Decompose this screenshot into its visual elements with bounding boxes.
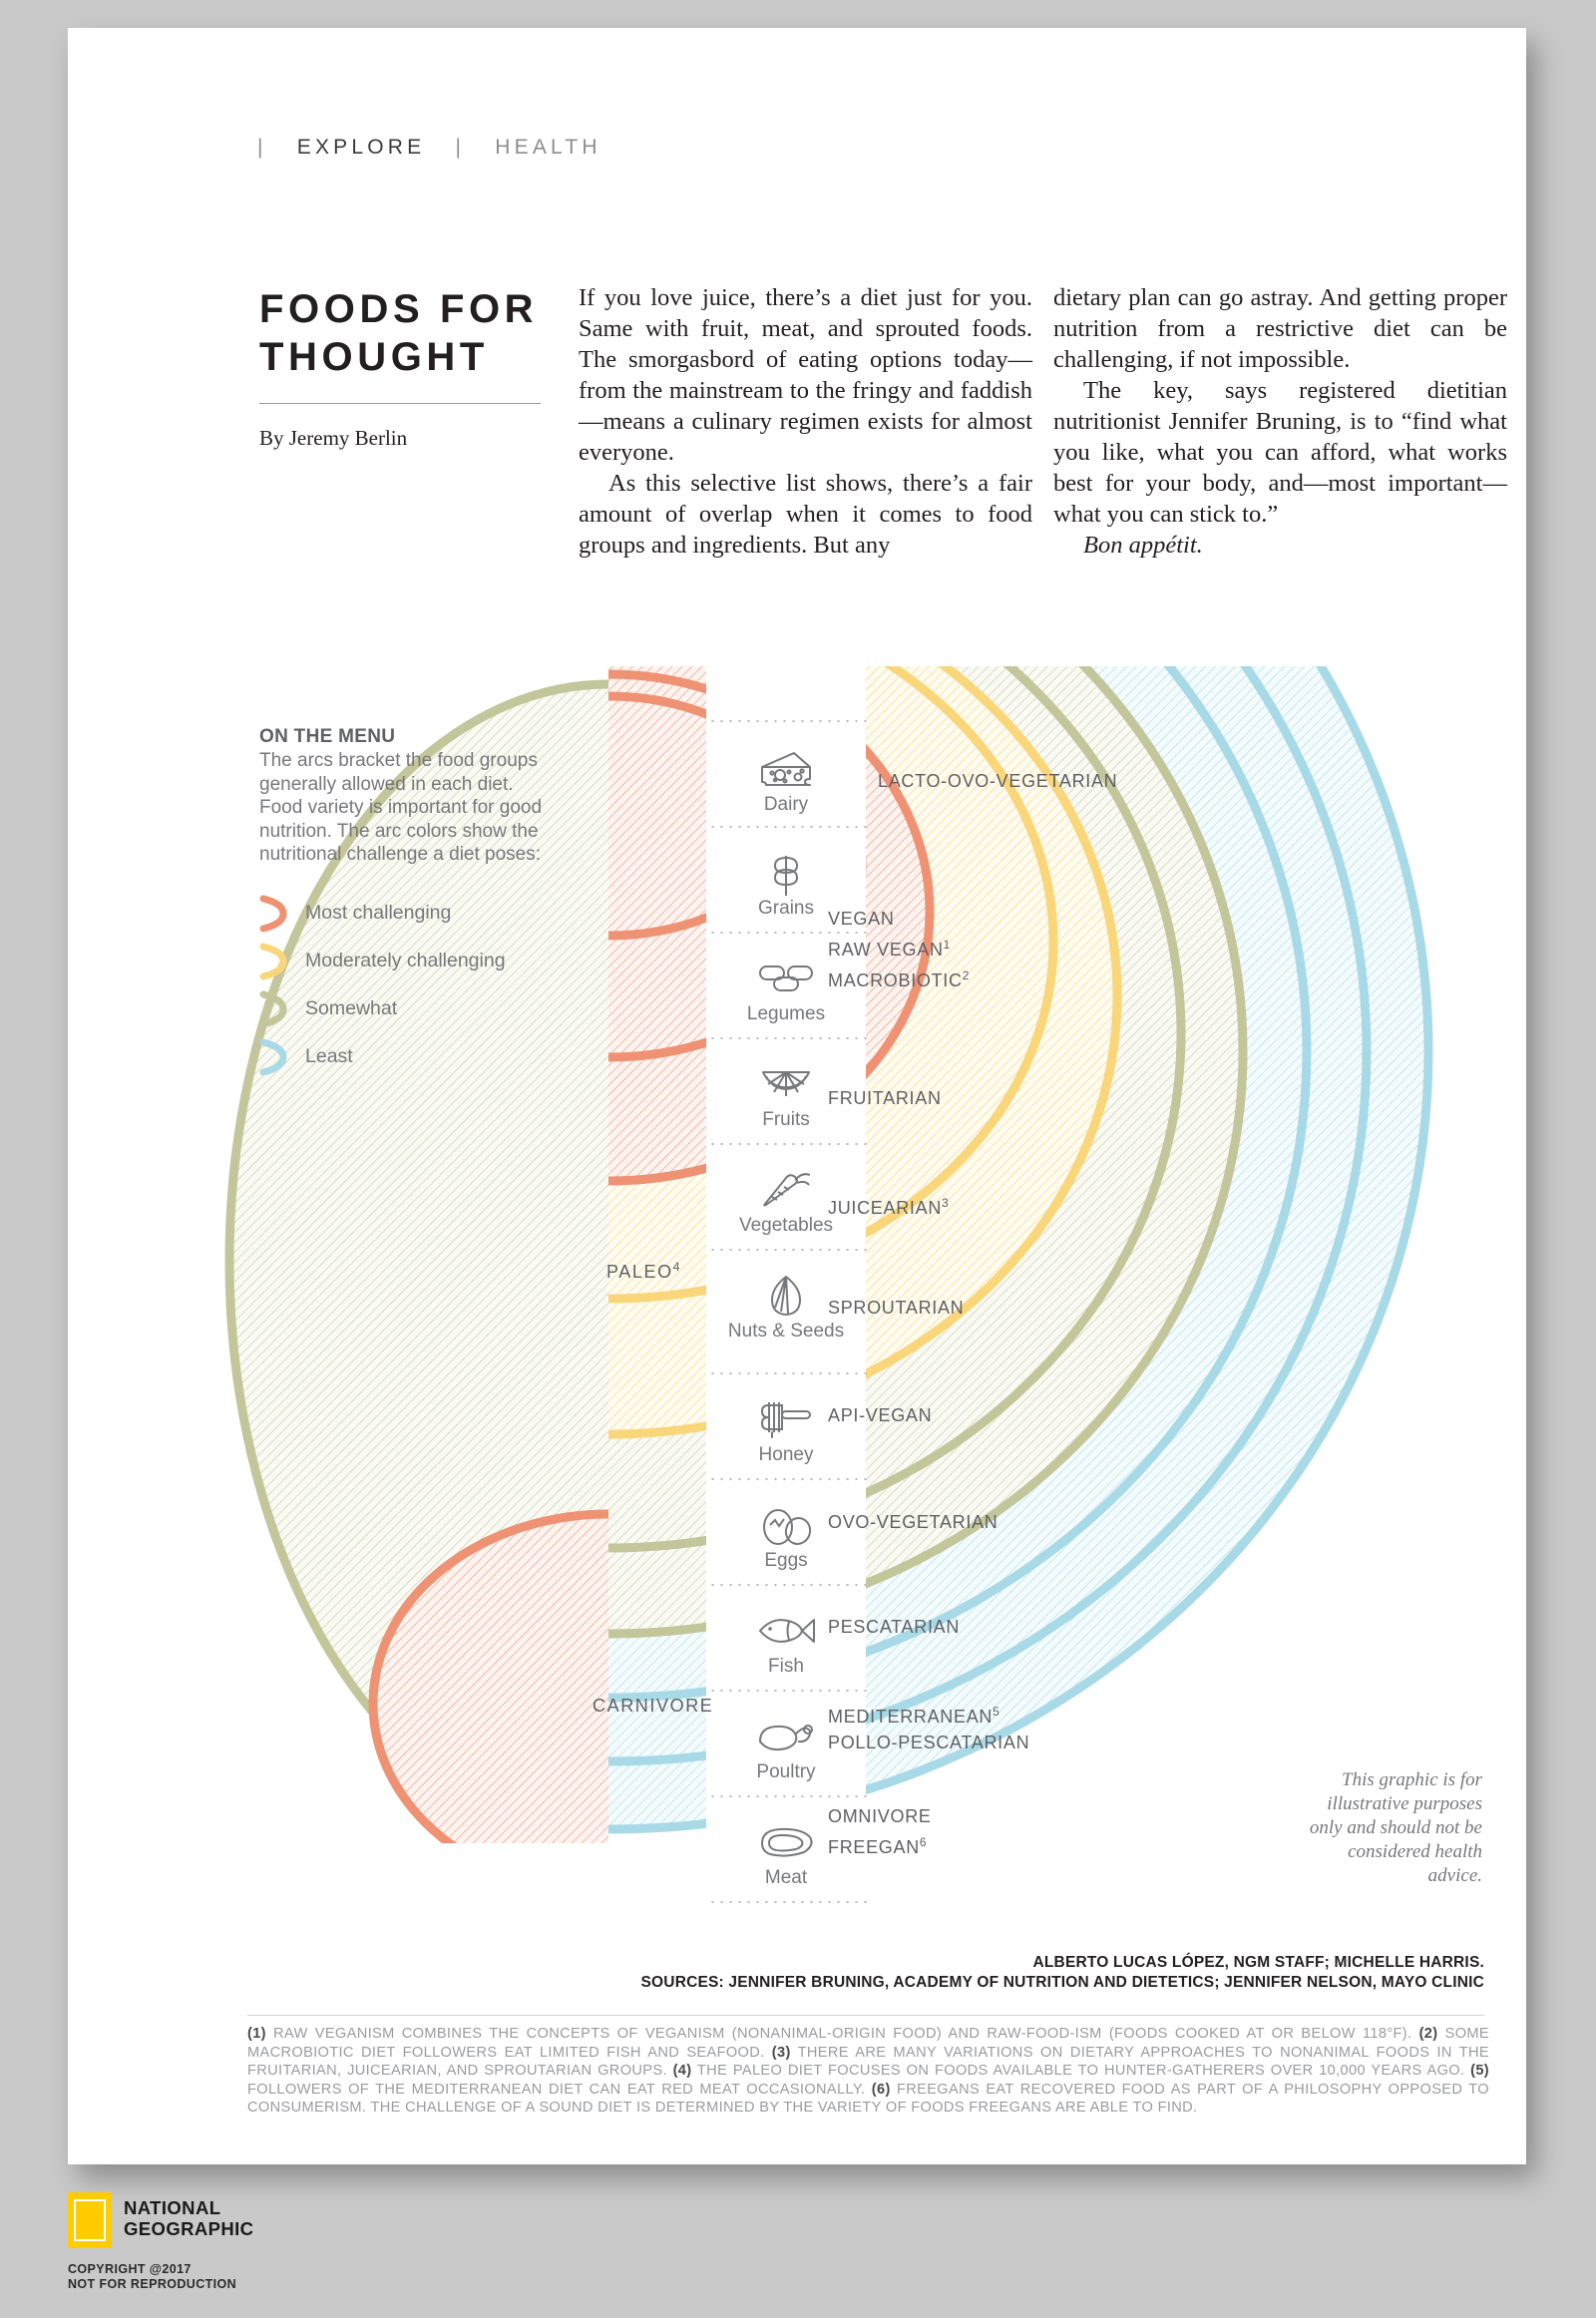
food-group-label [726,1321,846,1342]
diet-label-juicearian-wrap [828,1190,949,1221]
legend-description: The arcs bracket the food groups generally allowed in each diet. Food variety is important for good nutrition. The arc colors show the nutritional challenge a diet poses: [259,750,543,865]
row-divider [708,1249,868,1251]
diet-label-juicearian: JUICEARIAN [828,1198,943,1218]
arc-swatch-icon [259,895,289,933]
legend-label: Somewhat [305,997,398,1019]
cheese-icon [726,746,846,792]
diet-label-ovo-vegetarian: OVO-VEGETARIAN [828,1512,998,1532]
diet-label-omnivore: OMNIVORE [828,1806,932,1826]
footnote-num-2: (2) [1418,2026,1438,2042]
body-p1: If you love juice, there’s a diet just for you. Same with fruit, meat, and sprouted foods. The smorgasbord of eating options today—from the mainstream to the fringy and faddish—means a culinary regimen exists for almost everyone. [579,284,1032,466]
diet-label-vegan-group [828,906,970,993]
kicker-section: HEALTH [495,136,601,159]
food-group-label: Honey [758,1444,814,1465]
footnote-num-1: (1) [247,2026,266,2042]
food-group-label: Vegetables [738,1215,834,1236]
diet-label-fruitarian: FRUITARIAN [828,1088,942,1108]
natgeo-line-1: NATIONAL [124,2197,221,2218]
diet-label-lacto-ovo-vegetarian: LACTO-OVO-VEGETARIAN [878,771,1118,791]
footnote-num-4: (4) [672,2063,692,2080]
food-group-label: Grains [758,898,814,919]
legend-swatch-list [259,890,559,1081]
footnote-num-3: (3) [771,2044,791,2061]
diet-label-paleo: PALEO [606,1262,673,1282]
legend-item-least[interactable] [259,1033,559,1081]
row-divider [708,1037,868,1039]
food-group-label: Legumes [746,1003,826,1024]
footnote-num-5: (5) [1470,2063,1490,2080]
footnote-ref-1: 1 [943,938,952,952]
body-p4: The key, says registered dietitian nutritionist Jennifer Bruning, is to “find what you like, what you can afford, what works best for your body, and—most important—what you can stick to.” [1053,377,1507,528]
footnote-ref-3: 3 [942,1196,950,1210]
row-divider [708,1372,868,1374]
row-divider [708,1690,868,1692]
natgeo-yellow-border-icon [68,2192,112,2248]
diet-label-paleo-wrap [606,1260,681,1283]
footnote-ref-2: 2 [962,968,971,982]
footnote-text-4: THE PALEO DIET FOCUSES ON FOODS AVAILABLE TO HUNTER-GATHERERS OVER 10,000 YEARS AGO. [696,2063,1465,2080]
row-divider [708,720,868,722]
page-title-line1: FOODS FOR [259,287,539,331]
copyright-line: COPYRIGHT @2017 [68,2262,192,2276]
natgeo-wordmark [124,2192,487,2239]
row-divider [708,826,868,828]
body-p2: As this selective list shows, there’s a fair amount of overlap when it comes to food groups and ingredients. But any [579,470,1032,559]
food-group-label-text: Nuts & Seeds [727,1321,845,1342]
byline: By Jeremy Berlin [259,426,408,450]
row-divider [708,1901,868,1903]
legend-item-moderately-challenging[interactable] [259,938,559,985]
natgeo-line-2: GEOGRAPHIC [124,2218,254,2239]
food-group-label: Meat [764,1867,808,1888]
kicker-explore: EXPLORE [296,136,426,159]
footnote-text-6: FREEGANS EAT RECOVERED FOOD AS PART OF A PHILOSOPHY OPPOSED TO CONSUMERISM. THE CHALLENGE OF A SOUND DIET IS DETERMINED BY THE VARIETY OF FOODS FREEGANS ARE ABLE TO FIND. [247,2081,1490,2117]
row-divider [708,1478,868,1480]
food-group-dairy [726,746,846,815]
arc-swatch-icon [259,943,289,980]
footnote-text-1: RAW VEGANISM COMBINES THE CONCEPTS OF VEGANISM (NONANIMAL-ORIGIN FOOD) AND RAW-FOOD-ISM (FOODS COOKED AT OR BELOW 118°F). [273,2026,1412,2042]
row-divider [708,1795,868,1797]
footnote-ref-4: 4 [672,1260,681,1274]
arc-diagram [68,28,1526,2164]
credits [487,1953,1484,1993]
diet-label-pollo-pescatarian: POLLO-PESCATARIAN [828,1733,1030,1752]
disclaimer: This graphic is for illustrative purposes only and should not be considered health advice. [1309,1769,1482,1886]
food-group-label: Dairy [763,794,809,815]
food-group-label: Eggs [764,1550,808,1571]
diet-label-pescatarian: PESCATARIAN [828,1617,961,1637]
credits-line-1: ALBERTO LUCAS LÓPEZ, NGM STAFF; MICHELLE HARRIS. [1032,1954,1484,1971]
legend-label: Least [305,1045,353,1067]
footnote-text-5: FOLLOWERS OF THE MEDITERRANEAN DIET CAN EAT RED MEAT OCCASIONALLY. [247,2081,866,2098]
diet-label-mediterranean-group [828,1699,1029,1755]
no-reproduction-line: NOT FOR REPRODUCTION [68,2276,237,2291]
diet-label-macrobiotic: MACROBIOTIC [828,970,963,990]
diet-label-raw-vegan: RAW VEGAN [828,940,944,960]
wheat-icon [726,850,846,896]
arc-swatch-icon [259,990,289,1028]
food-group-label: Fish [768,1656,804,1677]
page-title-line2: THOUGHT [259,335,489,379]
footnotes [247,2025,1489,2118]
diet-label-carnivore: CARNIVORE [593,1696,714,1716]
legend-heading: ON THE MENU [259,726,396,747]
diet-label-mediterranean: MEDITERRANEAN [828,1707,994,1727]
legend-label: Moderately challenging [305,950,506,971]
footnote-ref-6: 6 [919,1835,928,1849]
copyright-notice [68,2262,236,2291]
diet-label-sproutarian: SPROUTARIAN [828,1298,965,1318]
diet-label-api-vegan: API-VEGAN [828,1405,933,1425]
on-the-menu-legend [259,726,559,1081]
food-group-label: Fruits [762,1109,810,1130]
credits-line-2: SOURCES: JENNIFER BRUNING, ACADEMY OF NUTRITION AND DIETETICS; JENNIFER NELSON, MAYO CLINIC [640,1974,1484,1991]
body-p3: dietary plan can go astray. And getting proper nutrition from a restrictive diet can be challenging, if not impossible. [1053,284,1507,373]
diet-label-omnivore-group [828,1803,932,1860]
row-divider [708,1584,868,1586]
footnote-text-2: SOME MACROBIOTIC DIET FOLLOWERS EAT LIMITED FISH AND SEAFOOD. [247,2026,1489,2061]
kicker-bar-1: | [257,136,267,159]
row-divider [708,1143,868,1145]
food-group-label: Poultry [756,1761,816,1782]
footnote-text-3: THERE ARE MANY VARIATIONS ON DIETARY APPROACHES TO NONANIMAL FOODS IN THE FRUITARIAN, JUICEARIAN, AND SPROUTARIAN GROUPS. [247,2044,1490,2080]
arc-swatch-icon [259,1038,289,1076]
footnotes-rule [247,2015,1484,2016]
kicker-bar-2: | [455,136,466,159]
diet-label-vegan: VEGAN [828,909,895,929]
national-geographic-logo [68,2192,487,2248]
magazine-page-sheet [68,28,1526,2164]
diet-label-freegan: FREEGAN [828,1837,920,1857]
body-p5: Bon appétit. [1083,532,1203,559]
footnote-num-6: (6) [871,2081,891,2098]
legend-item-somewhat[interactable] [259,985,559,1033]
legend-label: Most challenging [305,902,452,924]
legend-item-most-challenging[interactable] [259,890,559,938]
footnote-ref-5: 5 [993,1705,1000,1719]
